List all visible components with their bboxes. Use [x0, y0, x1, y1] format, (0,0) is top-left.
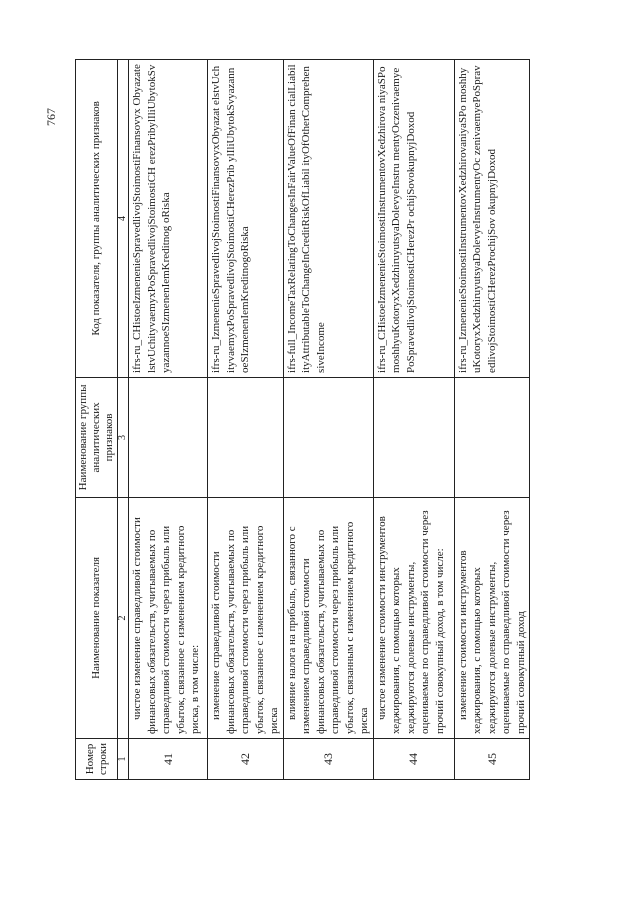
header-row-number: Номер строки [76, 738, 118, 779]
indicator-code: ifrs-ru_IzmenenieSpravedlivojStoimostiFinansovyxObyazat elstvUchityvaemyxPoSpravedlivojStoimostiCHerezPrib ylIliUbytokSvyazannoeSIzmenenIemKreditnogoRiska [208, 59, 284, 377]
indicator-name: изменение справедливой стоимости финансовых обязательств, учитываемых по справедливой стоимости через прибыль или убыток, связанное с изменением кредитного риска [208, 497, 284, 738]
header-group-name: Наименование группы аналитических признаков [76, 377, 118, 497]
column-number: 4 [118, 59, 129, 377]
table-row [129, 59, 208, 779]
column-number: 1 [118, 738, 129, 779]
column-number: 2 [118, 497, 129, 738]
indicator-name: изменение стоимости инструментов хеджирования, с помощью которых хеджируются долевые инструменты, оцениваемые по справедливой стоимости через прочий совокупный доход [454, 497, 530, 738]
group-name [283, 377, 373, 497]
indicator-code: ifrs-ru_IzmenenieStoimostiInstrumentovXedzhirovaniyaSPo moshhyuKotoryxXedzhiruyutsyaDolevyeInstrumentyOc zenivaemyePoSpravedlivojStoimostiCHerezProchijSov okupnyjDoxod [454, 59, 530, 377]
indicator-code: ifrs-ru_CHistoeIzmenenieStoimostiInstrumentovXedzhirova niyaSPomoshhyuKotoryxXedzhiruyutsyaDolevyeInstru mentyOczenivaemyePoSpravedlivojStoimostiCHerezPr ochijSovokupnyjDoxod [373, 59, 454, 377]
group-name [208, 377, 284, 497]
group-name [373, 377, 454, 497]
table-row [283, 59, 373, 779]
row-number: 45 [454, 738, 530, 779]
header-indicator-code: Код показателя, группы аналитических признаков [76, 59, 118, 377]
indicator-name: чистое изменение справедливой стоимости финансовых обязательств, учитываемых по справедливой стоимости через прибыль или убыток, связанное с изменением кредитного риска, в том числе: [129, 497, 208, 738]
indicator-table [75, 59, 530, 780]
column-number: 3 [118, 377, 129, 497]
column-number-row [118, 59, 129, 779]
indicator-name: влияние налога на прибыль, связанного с изменением справедливой стоимости финансовых обязательств, учитываемых по справедливой стоимости через прибыль или убыток, связанным с изменением кредитного риска [283, 497, 373, 738]
indicator-name: чистое изменение стоимости инструментов хеджирования, с помощью которых хеджируются долевые инструменты, оцениваемые по справедливой стоимости через прочий совокупный доход, в том числе: [373, 497, 454, 738]
group-name [129, 377, 208, 497]
row-number: 41 [129, 738, 208, 779]
table-row [208, 59, 284, 779]
row-number: 43 [283, 738, 373, 779]
table-row [373, 59, 454, 779]
table-row [454, 59, 530, 779]
row-number: 44 [373, 738, 454, 779]
group-name [454, 377, 530, 497]
header-indicator-name: Наименование показателя [76, 497, 118, 738]
indicator-code: ifrs-ru_CHistoeIzmenenieSpravedlivojStoimostiFinansovyx ObyazatelstvUchityvaemyxPoSpravedlivojStoimostiCH erezPribylIliUbytokSvyazannoeSIzmenenIemKreditnog oRiska [129, 59, 208, 377]
page-number: 767 [44, 108, 58, 126]
row-number: 42 [208, 738, 284, 779]
table-header-row [76, 59, 118, 779]
indicator-code: ifrs-full_IncomeTaxRelatingToChangesInFairValueOfFinan cialLiabilityAttributableToChangeInCreditRiskOfLiabil ityOfOtherComprehensiveIncome [283, 59, 373, 377]
